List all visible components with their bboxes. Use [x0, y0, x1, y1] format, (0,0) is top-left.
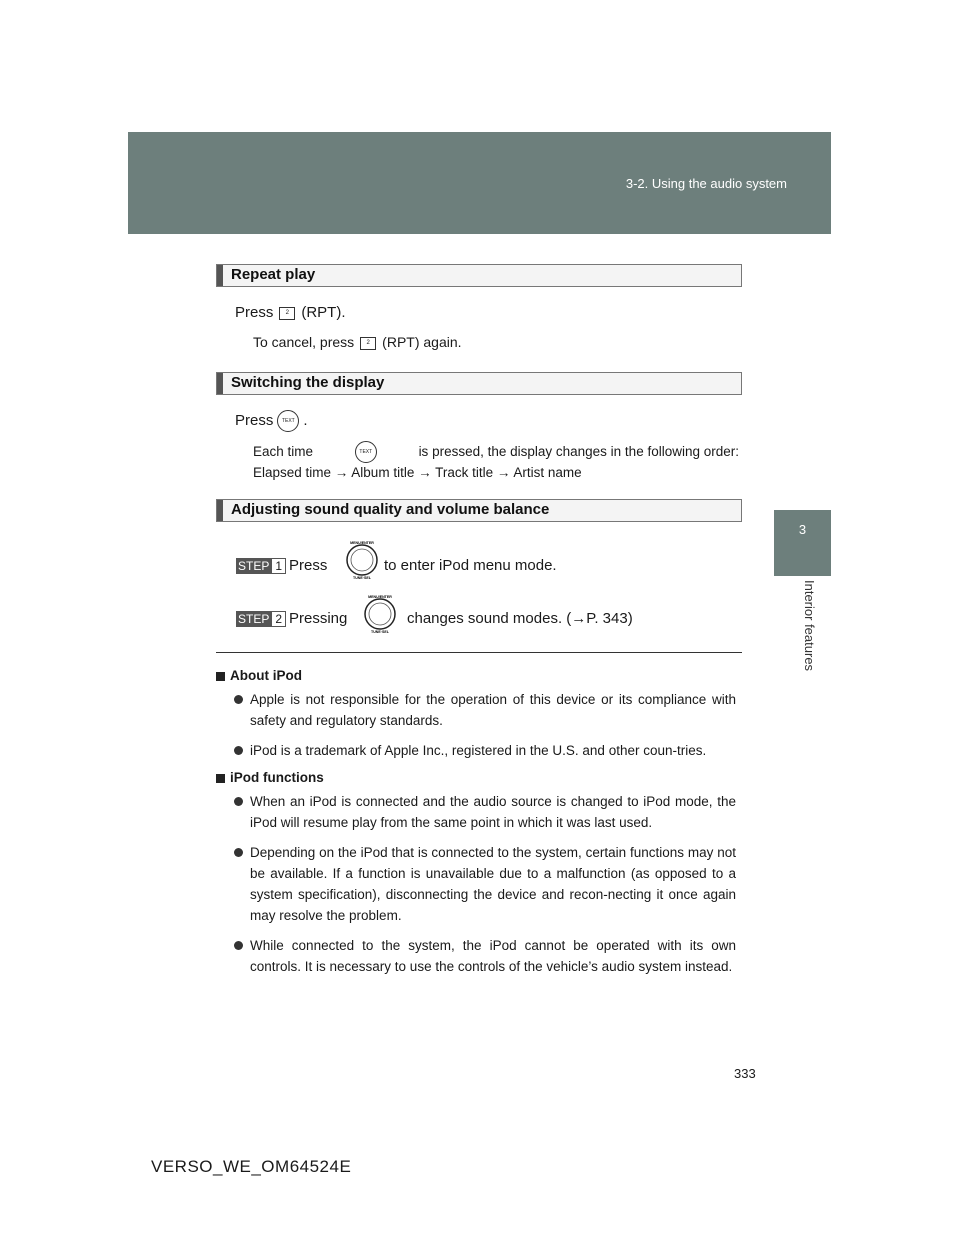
text-button-icon: TEXT: [355, 441, 377, 463]
document-code: VERSO_WE_OM64524E: [151, 1157, 352, 1176]
page-number: 333: [734, 1066, 756, 1081]
preset-2-button-icon: 2: [360, 337, 376, 350]
step-number: 2: [271, 611, 286, 627]
step-2-text-before: Pressing: [289, 610, 348, 627]
about-ipod-heading: About iPod: [216, 668, 736, 683]
switching-display-heading: [216, 372, 742, 395]
knob-top-label: MENU/ENTER: [368, 595, 392, 599]
chapter-tab-label: Interior features: [802, 580, 817, 672]
adjusting-sound-heading: [216, 499, 742, 522]
switching-description: [253, 441, 739, 483]
header-band: [128, 132, 831, 234]
knob-bottom-label: TUNE·SEL: [371, 630, 389, 634]
display-order-text: Elapsed time → Album title → Track title → Artist name: [253, 465, 582, 480]
ipod-functions-heading: iPod functions: [216, 770, 736, 785]
chapter-tab-number: 3: [774, 510, 831, 576]
press-word: Press: [235, 304, 274, 321]
pressed-changes-text: is pressed, the display changes in the following order:: [418, 444, 739, 459]
step-label: STEP: [238, 559, 270, 573]
notes-section: [216, 668, 736, 986]
repeat-press-line: [235, 304, 346, 321]
repeat-play-heading: [216, 264, 742, 287]
ipod-functions-item: Depending on the iPod that is connected to the system, certain functions may not be available. If a function is unavailable due to a malfunction (as opposed to a system specification), disconnecting the device and recon-necting it once again may resolve the problem.: [234, 842, 736, 926]
repeat-play-title: Repeat play: [231, 266, 316, 283]
section-title: 3-2. Using the audio system: [625, 176, 787, 191]
step-1-text-before: Press: [289, 557, 328, 574]
step-2: [236, 611, 286, 627]
step-number: 1: [271, 558, 286, 574]
about-ipod-item: Apple is not responsible for the operation of this device or its compliance with safety and regulatory standards.: [234, 689, 736, 731]
adjusting-sound-title: Adjusting sound quality and volume balance: [231, 501, 550, 518]
chapter-tab: [774, 576, 831, 700]
step-2-text-after: changes sound modes. (→P. 343): [407, 610, 633, 627]
step-label: STEP: [238, 612, 270, 626]
press-word: Press: [235, 411, 274, 429]
period: .: [303, 411, 308, 429]
switching-description-line-1: [253, 441, 739, 463]
preset-2-button-icon: 2: [279, 307, 295, 320]
rpt-text: (RPT).: [301, 304, 346, 321]
ipod-functions-item: When an iPod is connected and the audio source is changed to iPod mode, the iPod will resume play from the same point in which it was last used.: [234, 791, 736, 833]
step-1: [236, 558, 286, 574]
ipod-functions-item: While connected to the system, the iPod cannot be operated with its own controls. It is necessary to use the controls of the vehicle’s audio system instead.: [234, 935, 736, 977]
each-time-text: Each time: [253, 444, 314, 459]
switching-press-line: [235, 410, 308, 432]
again-text: (RPT) again.: [382, 334, 462, 350]
switching-display-title: Switching the display: [231, 374, 385, 391]
repeat-cancel-line: [253, 334, 462, 350]
cancel-text: To cancel, press: [253, 334, 355, 350]
about-ipod-item: iPod is a trademark of Apple Inc., registered in the U.S. and other coun-tries.: [234, 740, 736, 761]
knob-top-label: MENU/ENTER: [350, 541, 374, 545]
tune-sel-knob-icon: [342, 540, 382, 580]
tune-sel-knob-icon: [360, 594, 400, 634]
section-divider: [216, 652, 742, 653]
knob-bottom-label: TUNE·SEL: [353, 576, 371, 580]
text-button-icon: TEXT: [277, 410, 299, 432]
step-1-text-after: to enter iPod menu mode.: [384, 557, 557, 574]
